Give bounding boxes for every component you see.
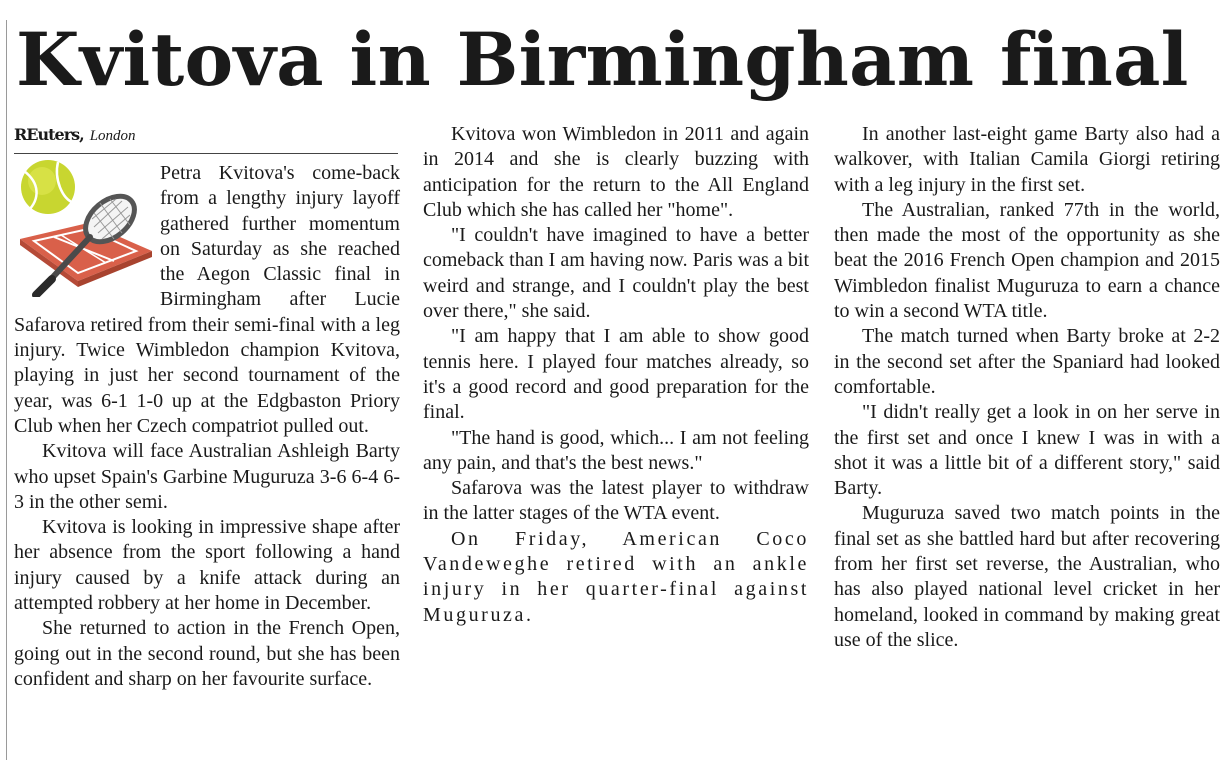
paragraph-15: Muguruza saved two match points in the final set as she battled hard but after recovering from her first set reverse, the Australian, who has also played national level cricket in her homeland, looked in command by making great use of the slice. bbox=[834, 502, 1220, 651]
paragraph-5: Kvitova won Wimbledon in 2011 and again in 2014 and she is clearly buzzing with anticipation for the return to the All England Club which she has called her "home". bbox=[423, 123, 809, 221]
byline bbox=[14, 122, 398, 148]
paragraph-2: Kvitova will face Australian Ashleigh Barty who upset Spain's Garbine Muguruza 3-6 6-4 6-3 in the other semi. bbox=[14, 440, 400, 513]
paragraph-3: Kvitova is looking in impressive shape after her absence from the sport following a hand injury caused by a knife attack during an attempted robbery at her home in December. bbox=[14, 516, 400, 615]
tennis-ball-racket-court-icon bbox=[14, 157, 154, 297]
paragraph-8: "The hand is good, which... I am not feeling any pain, and that's the best news." bbox=[423, 426, 809, 474]
paragraph-4: She returned to action in the French Open, going out in the second round, but she has been confident and sharp on her favourite surface. bbox=[14, 617, 400, 690]
left-column-rule bbox=[6, 20, 7, 760]
paragraph-12: The Australian, ranked 77th in the world, then made the most of the opportunity as she beat the 2016 French Open champion and 2015 Wimbledon finalist Muguruza to earn a chance to win a second WTA title. bbox=[834, 198, 1220, 323]
paragraph-9: Safarova was the latest player to withdraw in the latter stages of the WTA event. bbox=[423, 477, 809, 525]
byline-agency: REuters, bbox=[14, 125, 84, 144]
paragraph-11: In another last-eight game Barty also had a walkover, with Italian Camila Giorgi retiring with a leg injury in the first set. bbox=[834, 123, 1220, 196]
paragraph-10: On Friday, American Coco Vandeweghe retired with an ankle injury in her quarter-final against Muguruza. bbox=[423, 527, 809, 626]
paragraph-13: The match turned when Barty broke at 2-2 in the second set after the Spaniard had looked comfortable. bbox=[834, 325, 1220, 398]
paragraph-14: "I didn't really get a look in on her serve in the first set and once I knew I was in with a shot it was a little bit of a different story," said Barty. bbox=[834, 401, 1220, 500]
article-column-2 bbox=[423, 122, 809, 628]
byline-rule bbox=[14, 153, 398, 154]
headline: Kvitova in Birmingham final bbox=[16, 17, 1189, 103]
paragraph-1: Petra Kvitova's come-back from a lengthy injury layoff gathered further momentum on Saturday as she reached the Aegon Classic final in Birmingham after Lucie Safarova retired from their semi-final with a leg injury. Twice Wimbledon champion Kvitova, playing in just her second tournament of the year, was 6-1 1-0 up at the Edgbaston Priory Club when her Czech compatriot pulled out. bbox=[14, 162, 400, 437]
article-column-1 bbox=[14, 161, 400, 692]
paragraph-7: "I am happy that I am able to show good tennis here. I played four matches already, so it's a good record and good preparation for the final. bbox=[423, 325, 809, 424]
article-column-3 bbox=[834, 122, 1220, 653]
byline-place: London bbox=[89, 128, 136, 144]
paragraph-6: "I couldn't have imagined to have a better comeback than I am having now. Paris was a bit weird and strange, and I couldn't play the best over there," she said. bbox=[423, 224, 809, 323]
